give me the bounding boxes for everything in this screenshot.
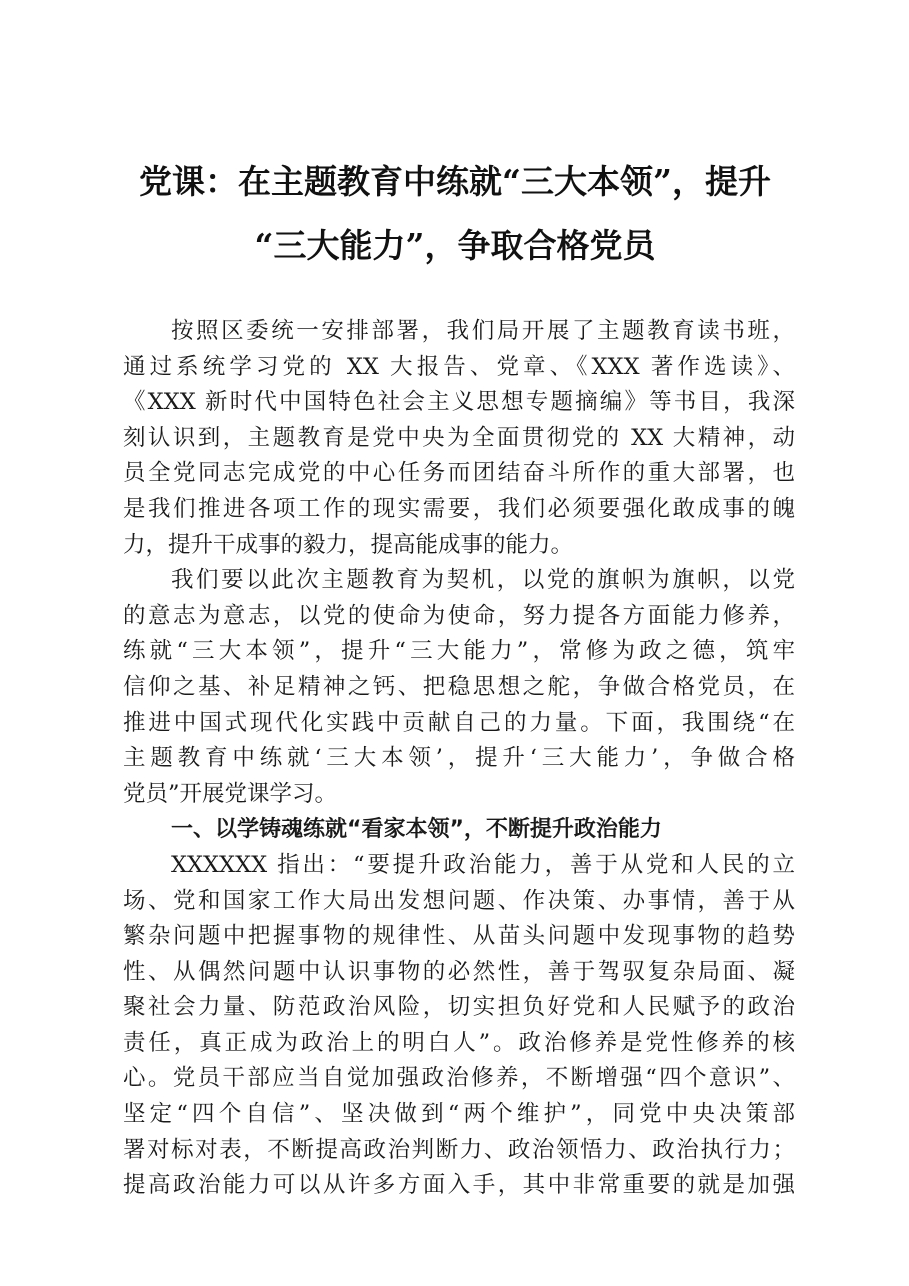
paragraph-1-line: 力，提升干成事的毅力，提高能成事的能力。 — [123, 531, 574, 558]
paragraph-3-line: 署对标对表，不断提高政治判断力、政治领悟力、政治执行力； — [123, 1136, 795, 1163]
paragraph-2-line: 练就“三大本领”，提升“三大能力”，常修为政之德，筑牢 — [123, 638, 795, 665]
paragraph-2-line: 党员”开展党课学习。 — [123, 780, 338, 807]
paragraph-1-line: 《XXX 新时代中国特色社会主义思想专题摘编》等书目，我深 — [123, 389, 795, 416]
paragraph-1-line: 通过系统学习党的 XX 大报告、党章、《XXX 著作选读》、 — [123, 353, 795, 380]
paragraph-1-line: 按照区委统一安排部署，我们局开展了主题教育读书班， — [171, 318, 795, 344]
paragraph-3-line: 提高政治能力可以从许多方面入手，其中非常重要的就是加强 — [123, 1172, 795, 1199]
paragraph-3-line: 繁杂问题中把握事物的规律性、从苗头问题中发现事物的趋势 — [123, 923, 795, 950]
document-title-line-1: 党课：在主题教育中练就“三大本领”，提升 — [139, 162, 771, 201]
paragraph-3-line: 场、党和国家工作大局出发想问题、作决策、办事情，善于从 — [123, 887, 795, 914]
paragraph-1-line: 是我们推进各项工作的现实需要，我们必须要强化敢成事的魄 — [123, 495, 795, 522]
paragraph-3-line: 聚社会力量、防范政治风险，切实担负好党和人民赋予的政治 — [123, 994, 795, 1021]
section-heading: 一、以学铸魂练就“看家本领”，不断提升政治能力 — [171, 817, 662, 843]
paragraph-2-line: 推进中国式现代化实践中贡献自己的力量。下面，我围绕“在 — [123, 709, 795, 736]
paragraph-2-line: 信仰之基、补足精神之钙、把稳思想之舵，争做合格党员，在 — [123, 673, 795, 700]
paragraph-3-line: 心。党员干部应当自觉加强政治修养，不断增强“四个意识”、 — [123, 1065, 795, 1092]
paragraph-2-line: 主题教育中练就‘三大本领’，提升‘三大能力’，争做合格 — [123, 745, 795, 772]
document-title-line-2: “三大能力”，争取合格党员 — [254, 226, 656, 265]
paragraph-1-line: 员全党同志完成党的中心任务而团结奋斗所作的重大部署，也 — [123, 460, 795, 487]
paragraph-1-line: 刻认识到，主题教育是党中央为全面贯彻党的 XX 大精神，动 — [123, 424, 795, 451]
paragraph-3-line: 性、从偶然问题中认识事物的必然性，善于驾驭复杂局面、凝 — [123, 958, 795, 985]
paragraph-3-line: 坚定“四个自信”、坚决做到“两个维护”，同党中央决策部 — [123, 1101, 795, 1128]
paragraph-3-line: XXXXXX 指出：“要提升政治能力，善于从党和人民的立 — [171, 851, 795, 878]
document-body — [123, 314, 795, 1204]
paragraph-2-line: 我们要以此次主题教育为契机，以党的旗帜为旗帜，以党 — [171, 567, 795, 594]
paragraph-3-line: 责任，真正成为政治上的明白人”。政治修养是党性修养的核 — [123, 1029, 795, 1056]
paragraph-2-line: 的意志为意志，以党的使命为使命，努力提各方面能力修养， — [123, 602, 795, 629]
